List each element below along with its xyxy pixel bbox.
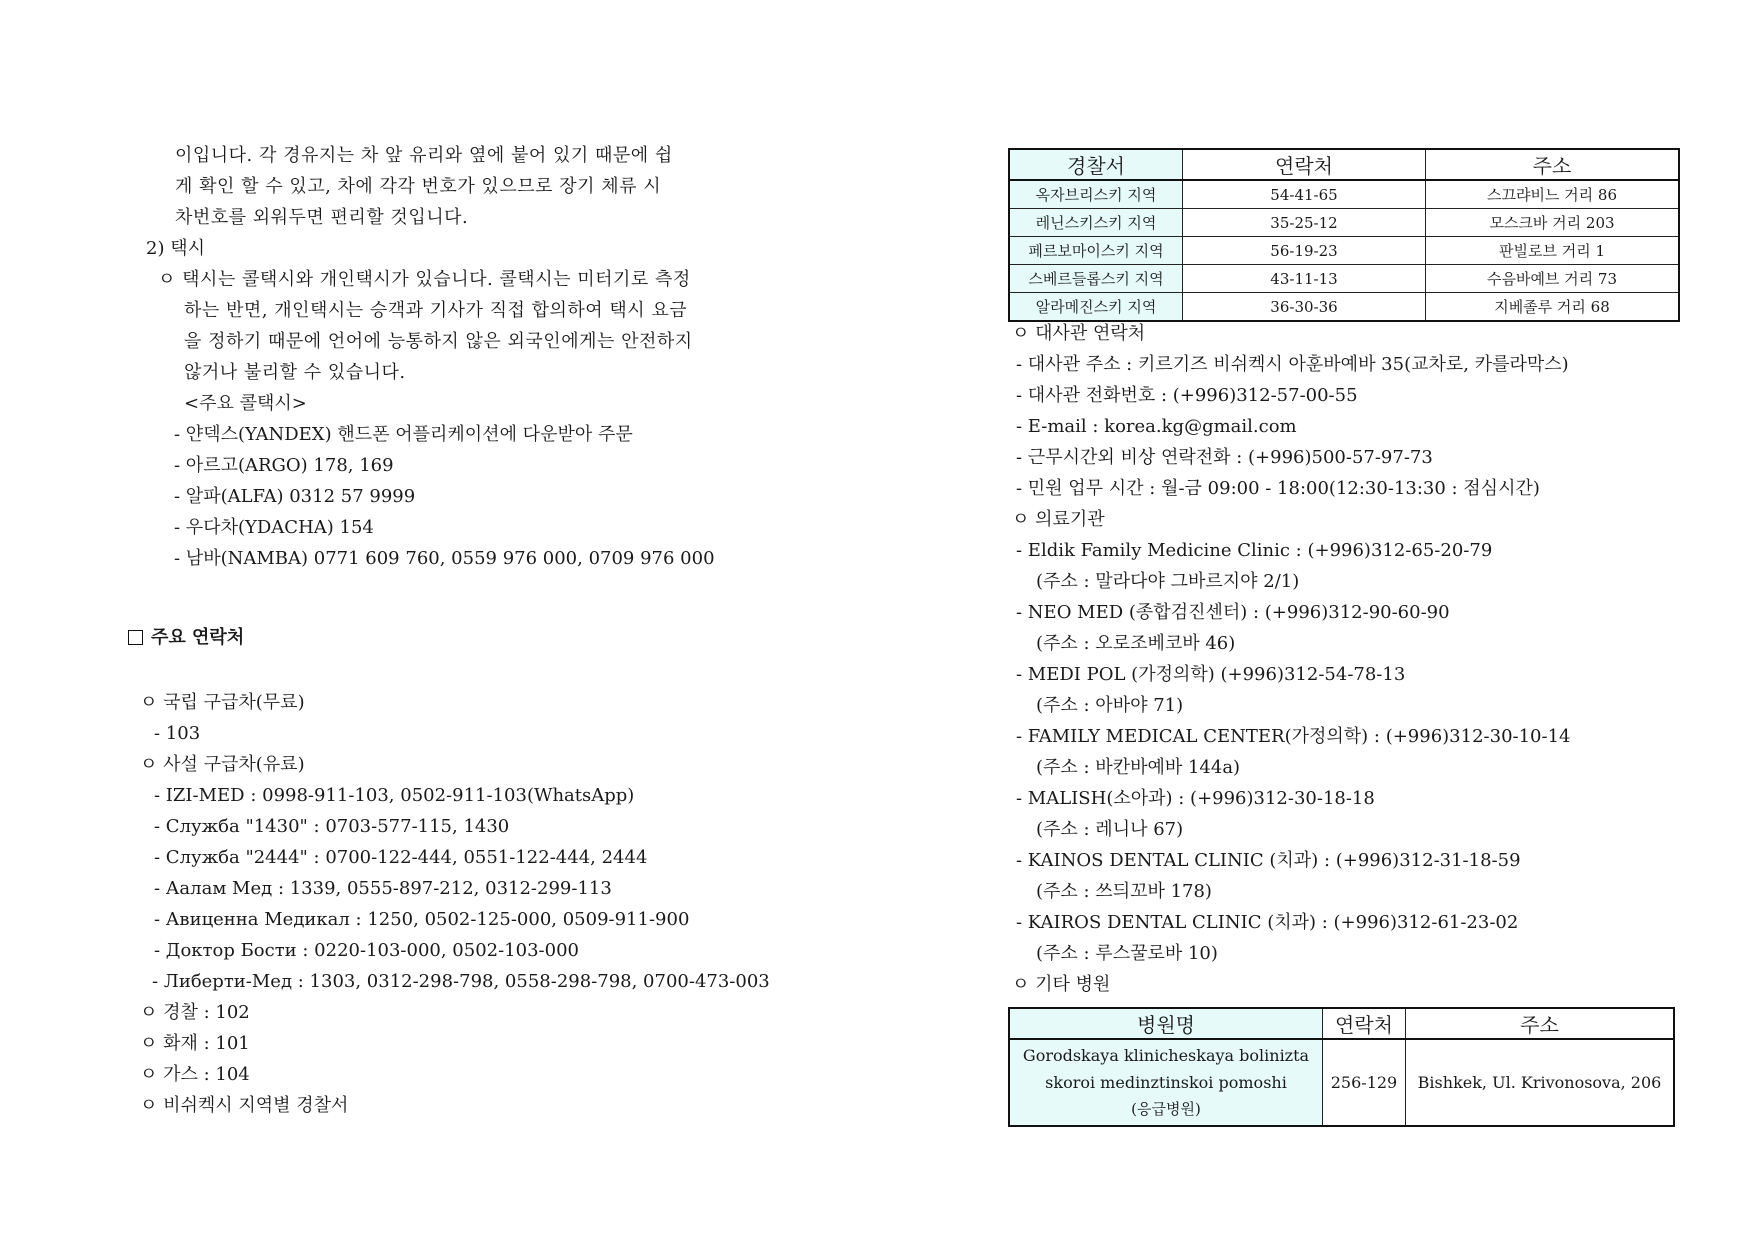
contact-line: - Аалам Мед : 1339, 0555-897-212, 0312-299-113: [154, 878, 612, 899]
taxi-paragraph-line: ㅇ 택시는 콜택시와 개인택시가 있습니다. 콜택시는 미터기로 측정: [158, 269, 691, 290]
right-line: - Eldik Family Medicine Clinic : (+996)312-65-20-79: [1016, 540, 1493, 561]
taxi-paragraph-line: 않거나 불리할 수 있습니다.: [184, 362, 406, 383]
table-cell: 판빌로브 거리 1: [1426, 237, 1680, 265]
table-cell: 모스크바 거리 203: [1426, 209, 1680, 237]
right-line: - KAINOS DENTAL CLINIC (치과) : (+996)312-31-18-59: [1016, 850, 1521, 871]
contact-line: ㅇ 사설 구급차(유료): [140, 754, 305, 775]
checkbox-square-icon: [128, 630, 143, 645]
contact-line: - Либерти-Мед : 1303, 0312-298-798, 0558-298-798, 0700-473-003: [152, 971, 770, 992]
intro-line: 차번호를 외워두면 편리할 것입니다.: [175, 207, 469, 228]
right-line: ㅇ 기타 병원: [1012, 974, 1111, 995]
right-line: - E-mail : korea.kg@gmail.com: [1016, 416, 1297, 437]
taxi-item: - 알파(ALFA) 0312 57 9999: [174, 486, 416, 507]
table-header: 연락처: [1183, 149, 1426, 180]
table-row: [1009, 293, 1679, 322]
contact-line: ㅇ 국립 구급차(무료): [140, 692, 305, 713]
right-line: ㅇ 의료기관: [1012, 509, 1105, 530]
right-line: (주소 : 쓰듸꼬바 178): [1036, 881, 1212, 902]
contact-line: - Авиценна Медикал : 1250, 0502-125-000, 0509-911-900: [154, 909, 690, 930]
contact-line: - Служба "1430" : 0703-577-115, 1430: [154, 816, 510, 837]
taxi-item: - 우다차(YDACHA) 154: [174, 517, 374, 538]
table-cell: 56-19-23: [1183, 237, 1426, 265]
hospital-table: [1008, 1007, 1675, 1127]
right-line: (주소 : 아바야 71): [1036, 695, 1184, 716]
right-line: - 근무시간외 비상 연락전화 : (+996)500-57-97-73: [1016, 447, 1433, 468]
taxi-item: - 남바(NAMBA) 0771 609 760, 0559 976 000, 0709 976 000: [174, 548, 715, 569]
table-row: [1009, 265, 1679, 293]
table-cell: 알라메진스키 지역: [1009, 293, 1183, 322]
table-cell: 스베르들롭스키 지역: [1009, 265, 1183, 293]
taxi-item: - 아르고(ARGO) 178, 169: [174, 455, 394, 476]
police-station-table: [1008, 148, 1680, 322]
table-cell: 페르보마이스키 지역: [1009, 237, 1183, 265]
right-line: - MALISH(소아과) : (+996)312-30-18-18: [1016, 788, 1375, 809]
hospital-name-line: Gorodskaya klinicheskaya bolinizta: [1022, 1046, 1310, 1065]
intro-line: 게 확인 할 수 있고, 차에 각각 번호가 있으므로 장기 체류 시: [175, 176, 662, 197]
hospital-name-cell: [1009, 1039, 1323, 1126]
contact-line: ㅇ 화재 : 101: [140, 1033, 250, 1054]
table-cell: 36-30-36: [1183, 293, 1426, 322]
right-line: (주소 : 루스꿀로바 10): [1036, 943, 1218, 964]
table-row: [1009, 1039, 1674, 1126]
contacts-heading: [128, 627, 244, 649]
hospital-name-line: skoroi medinztinskoi pomoshi: [1045, 1073, 1287, 1092]
contact-line: ㅇ 비쉬켁시 지역별 경찰서: [140, 1095, 349, 1116]
hospital-name-line: (응급병원): [1131, 1100, 1201, 1118]
right-line: (주소 : 오로조베코바 46): [1036, 633, 1236, 654]
right-line: - 민원 업무 시간 : 월-금 09:00 - 18:00(12:30-13:30 : 점심시간): [1016, 478, 1540, 499]
table-header: 주소: [1406, 1008, 1675, 1039]
table-row: [1009, 209, 1679, 237]
intro-line: 이입니다. 각 경유지는 차 앞 유리와 옆에 붙어 있기 때문에 쉽: [175, 145, 673, 166]
hospital-phone-cell: 256-129: [1323, 1039, 1406, 1126]
hospital-address-cell: Bishkek, Ul. Krivonosova, 206: [1406, 1039, 1675, 1126]
contact-line: - IZI-MED : 0998-911-103, 0502-911-103(WhatsApp): [154, 785, 635, 806]
table-cell: 레닌스키스키 지역: [1009, 209, 1183, 237]
table-row: [1009, 180, 1679, 209]
taxi-heading: 2) 택시: [146, 238, 205, 259]
right-line: - FAMILY MEDICAL CENTER(가정의학) : (+996)312-30-10-14: [1016, 726, 1571, 747]
taxi-paragraph-line: 을 정하기 때문에 언어에 능통하지 않은 외국인에게는 안전하지: [184, 331, 693, 352]
table-header: 연락처: [1323, 1008, 1406, 1039]
right-line: - 대사관 전화번호 : (+996)312-57-00-55: [1016, 385, 1358, 406]
contacts-heading-text: 주요 연락처: [151, 627, 245, 648]
right-line: ㅇ 대사관 연락처: [1012, 323, 1146, 344]
right-line: - MEDI POL (가정의학) (+996)312-54-78-13: [1016, 664, 1406, 685]
right-line: (주소 : 레니나 67): [1036, 819, 1184, 840]
taxi-item: - 얀덱스(YANDEX) 핸드폰 어플리케이션에 다운받아 주문: [174, 424, 633, 445]
contact-line: ㅇ 가스 : 104: [140, 1064, 250, 1085]
right-line: - NEO MED (종합검진센터) : (+996)312-90-60-90: [1016, 602, 1450, 623]
right-line: - 대사관 주소 : 키르기즈 비쉬켁시 아훈바예바 35(교차로, 카를라막스): [1016, 354, 1569, 375]
table-cell: 35-25-12: [1183, 209, 1426, 237]
table-row: [1009, 237, 1679, 265]
right-line: (주소 : 말라다야 그바르지야 2/1): [1036, 571, 1300, 592]
contact-line: - 103: [154, 723, 201, 744]
taxi-paragraph-line: 하는 반면, 개인택시는 승객과 기사가 직접 합의하여 택시 요금: [184, 300, 688, 321]
table-cell: 54-41-65: [1183, 180, 1426, 209]
main-taxi-label: <주요 콜택시>: [184, 393, 307, 414]
table-cell: 수음바예브 거리 73: [1426, 265, 1680, 293]
table-header-row: [1009, 149, 1679, 180]
table-cell: 43-11-13: [1183, 265, 1426, 293]
contact-line: - Доктор Бости : 0220-103-000, 0502-103-000: [154, 940, 579, 961]
table-header: 경찰서: [1009, 149, 1183, 180]
contact-line: - Служба "2444" : 0700-122-444, 0551-122-444, 2444: [154, 847, 648, 868]
table-cell: 지베졸루 거리 68: [1426, 293, 1680, 322]
right-line: (주소 : 바칸바예바 144a): [1036, 757, 1241, 778]
table-cell: 스끄랴비느 거리 86: [1426, 180, 1680, 209]
contact-line: ㅇ 경찰 : 102: [140, 1002, 250, 1023]
table-header: 병원명: [1009, 1008, 1323, 1039]
right-line: - KAIROS DENTAL CLINIC (치과) : (+996)312-61-23-02: [1016, 912, 1519, 933]
table-cell: 옥자브리스키 지역: [1009, 180, 1183, 209]
table-header-row: [1009, 1008, 1674, 1039]
table-header: 주소: [1426, 149, 1680, 180]
